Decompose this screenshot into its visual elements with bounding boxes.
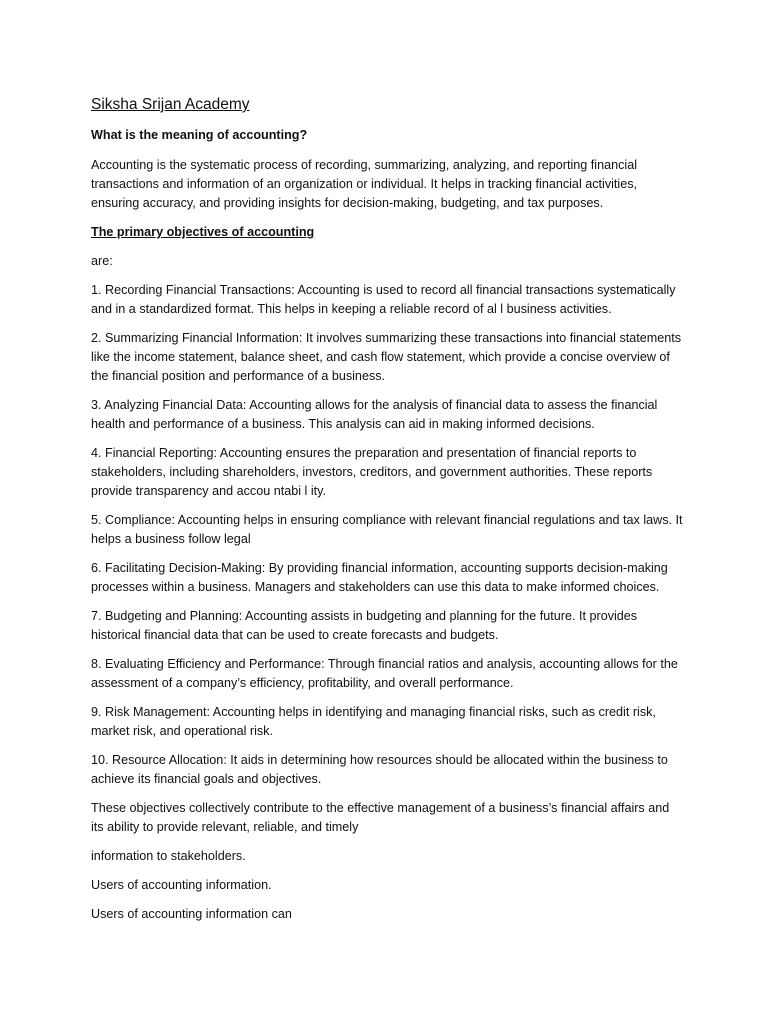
objective-item: 4. Financial Reporting: Accounting ensures the preparation and presentation of financial reports to stakeholders, including shareholders, investors, creditors, and government authorities. These reports provide transparency and accou ntabi l ity. (91, 446, 653, 498)
intro-paragraph: Accounting is the systematic process of recording, summarizing, analyzing, and reporting financial transactions and information of an organization or individual. It helps in tracking financial activities, ensuring accuracy, and providing insights for decision-making, budgeting, and tax purposes. (91, 158, 638, 210)
document-title: Siksha Srijan Academy (91, 96, 250, 113)
are-label: are: (91, 254, 113, 268)
users-line: Users of accounting information can (91, 907, 292, 921)
objective-item: 3. Analyzing Financial Data: Accounting allows for the analysis of financial data to assess the financial health and performance of a business. This analysis can aid in making informed decisions. (91, 398, 658, 431)
objective-item: 7. Budgeting and Planning: Accounting assists in budgeting and planning for the future. It provides historical financial data that can be used to create forecasts and budgets. (91, 609, 638, 642)
question-heading: What is the meaning of accounting? (91, 128, 308, 142)
objectives-heading: The primary objectives of accounting (91, 225, 315, 239)
objective-item: 1. Recording Financial Transactions: Accounting is used to record all financial transactions systematically and in a standardized format. This helps in keeping a reliable record of al l business activities. (91, 283, 676, 316)
closing-paragraph-continued: information to stakeholders. (91, 849, 246, 863)
objective-item: 8. Evaluating Efficiency and Performance: Through financial ratios and analysis, accounting allows for the assessment of a company’s efficiency, profitability, and overall performance. (91, 657, 678, 690)
objective-item: 9. Risk Management: Accounting helps in identifying and managing financial risks, such as credit risk, market risk, and operational risk. (91, 705, 656, 738)
document-page (91, 94, 683, 934)
objective-item: 2. Summarizing Financial Information: It involves summarizing these transactions into financial statements like the income statement, balance sheet, and cash flow statement, which provide a concise overview of the financial position and performance of a business. (91, 331, 682, 383)
users-heading: Users of accounting information. (91, 878, 272, 892)
objective-item: 6. Facilitating Decision-Making: By providing financial information, accounting supports decision-making processes within a business. Managers and stakeholders can use this data to make informed choices. (91, 561, 668, 594)
closing-paragraph: These objectives collectively contribute to the effective management of a business’s financial affairs and its ability to provide relevant, reliable, and timely (91, 801, 670, 834)
objective-item: 5. Compliance: Accounting helps in ensuring compliance with relevant financial regulations and tax laws. It helps a business follow legal (91, 513, 683, 546)
objective-item: 10. Resource Allocation: It aids in determining how resources should be allocated within the business to achieve its financial goals and objectives. (91, 753, 668, 786)
